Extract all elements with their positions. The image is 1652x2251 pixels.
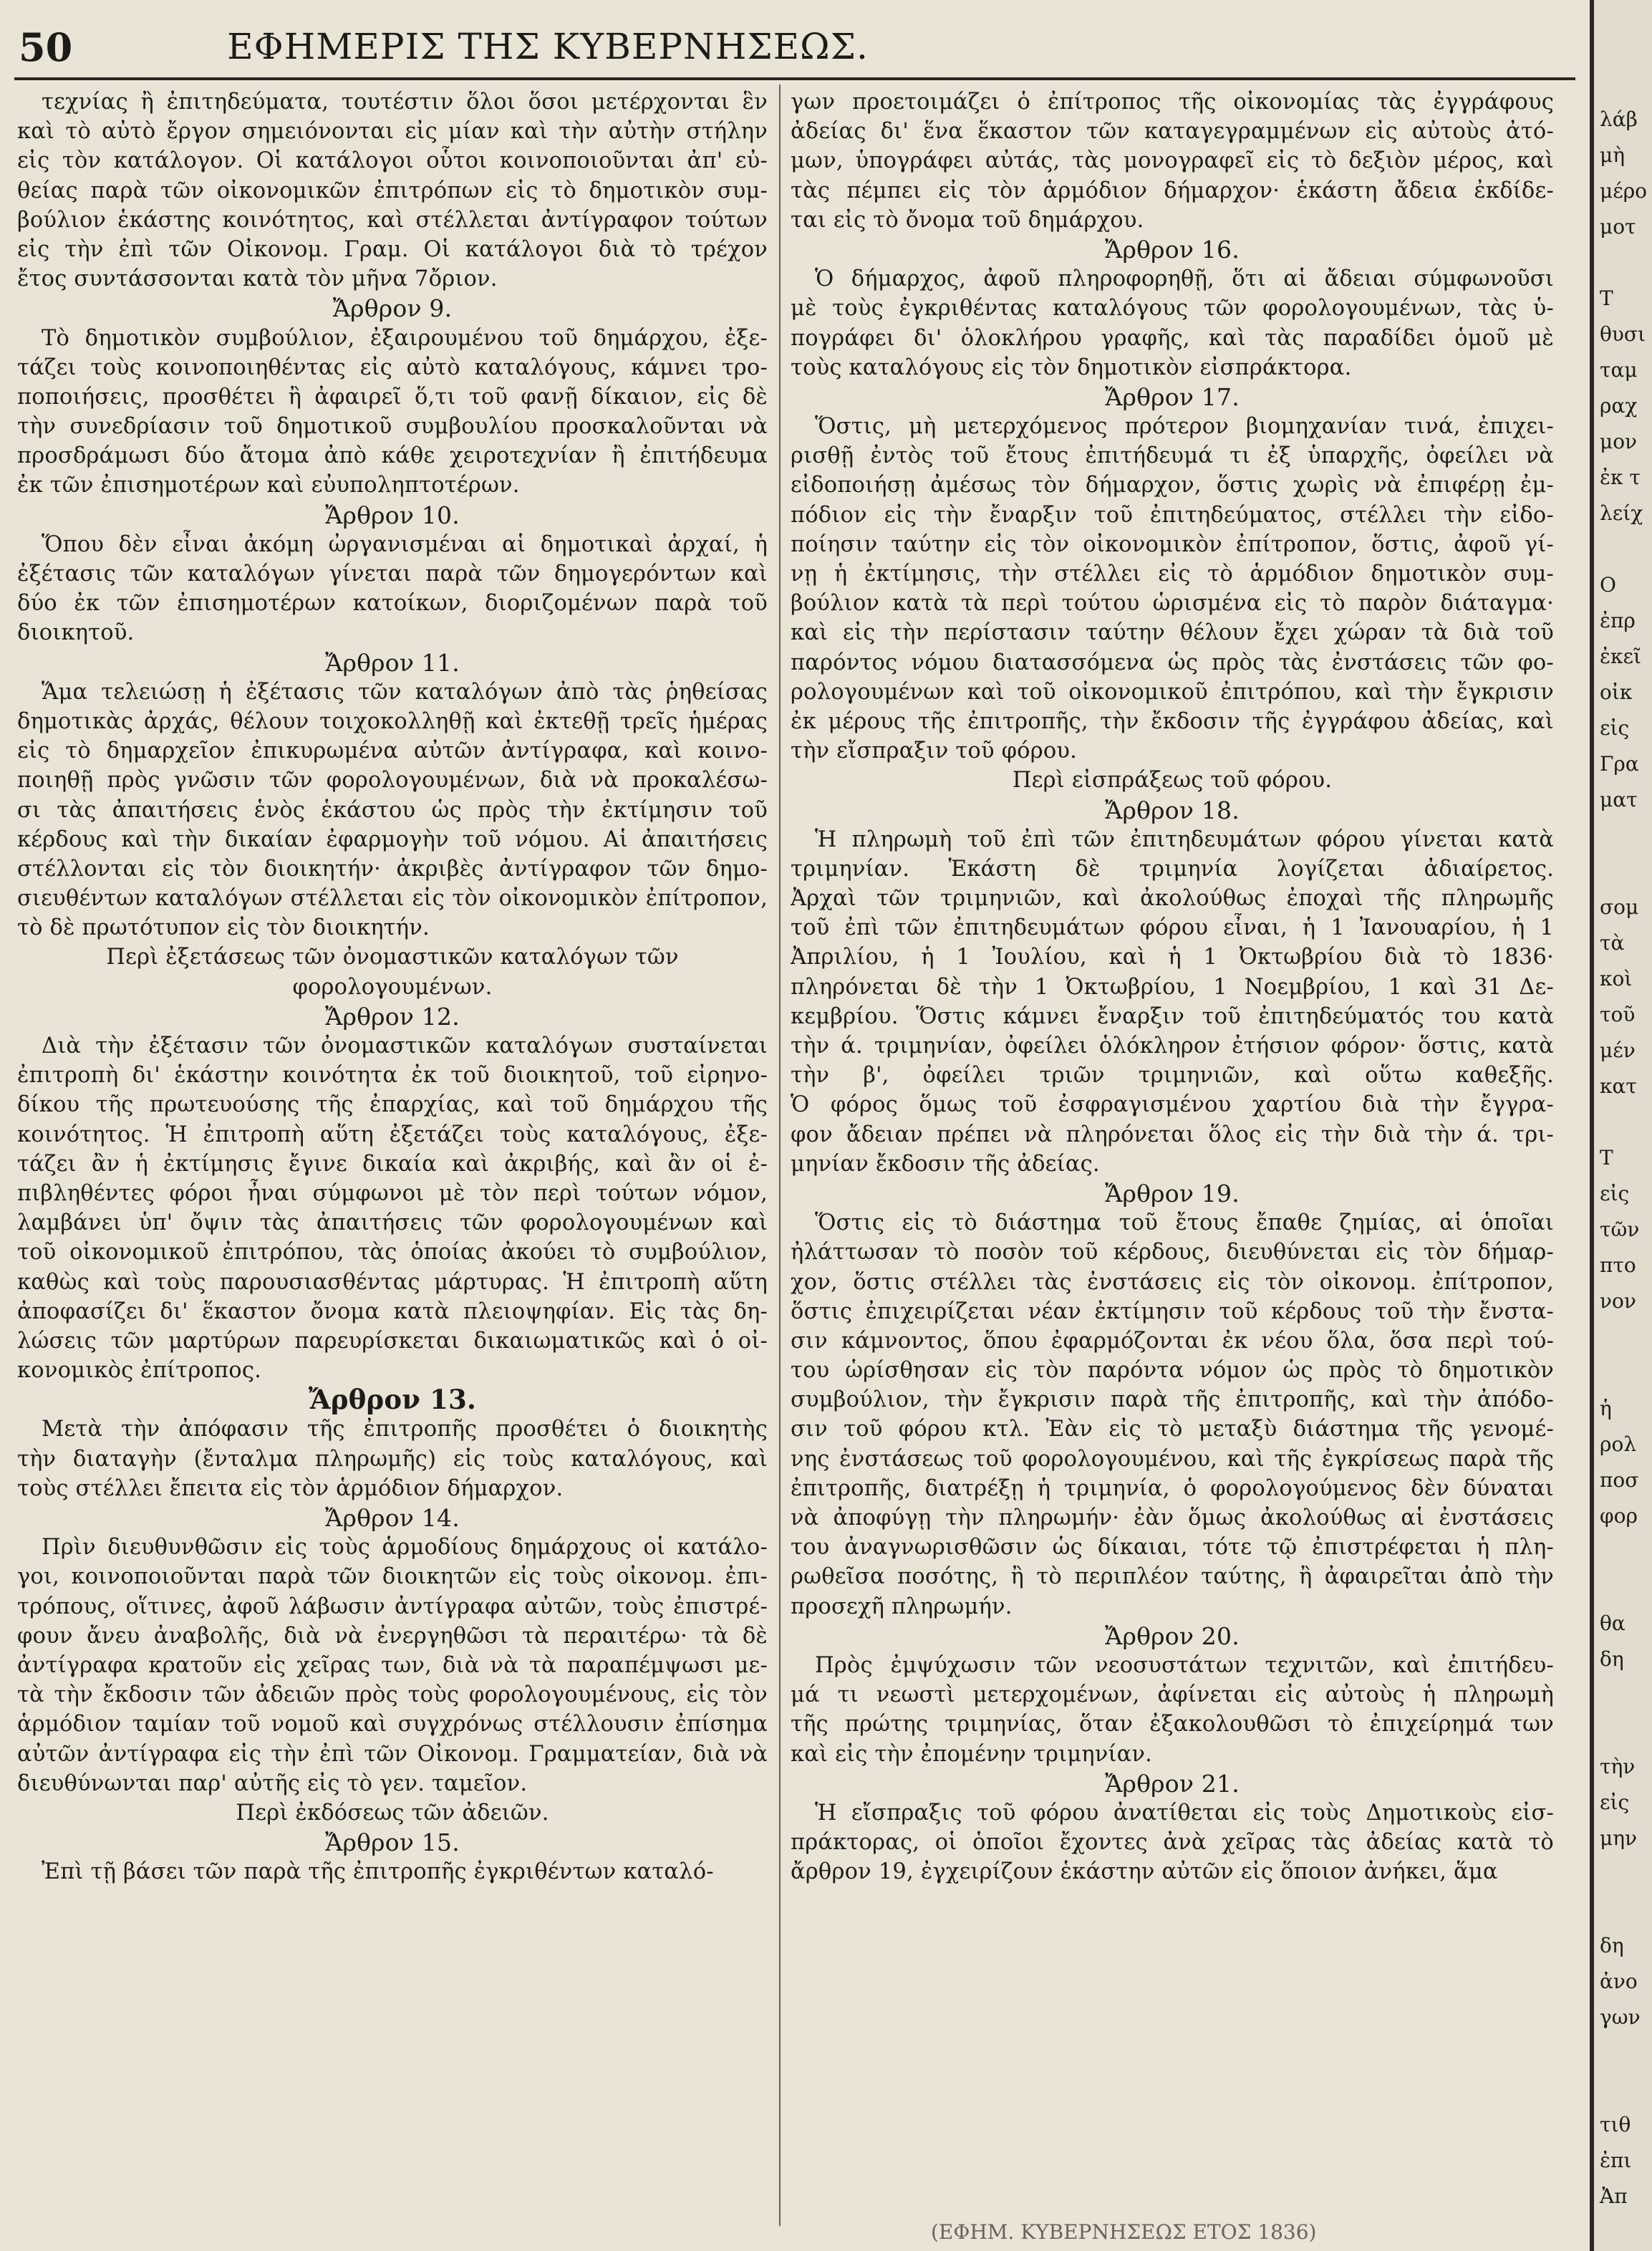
page-number: 50 [19, 24, 73, 70]
text-line: του ἀναγνωρισθῶσιν ὡς δίκαιαι, τότε τῷ ἐπιστρέφεται ἡ πλη- [791, 1535, 1554, 1561]
article-heading: Ἄρθρον 10. [325, 501, 460, 529]
adjacent-page-fragment: μην [1600, 1826, 1637, 1850]
adjacent-page-fragment: ματ [1600, 788, 1638, 811]
text-line: Ὅστις εἰς τὸ διάστημα τοῦ ἔτους ἔπαθε ζημίας, αἱ ὁποῖαι [815, 1210, 1554, 1236]
text-line: ποιηθῇ πρὸς γνῶσιν τῶν φορολογουμένων, διὰ νὰ προκαλέσω- [17, 768, 768, 794]
adjacent-page-fragment: δη [1600, 1647, 1624, 1671]
text-line: χον, ὅστις στέλλει τὰς ἐνστάσεις εἰς τὸν οἰκονομ. ἐπίτροπον, [791, 1269, 1554, 1295]
text-line: ὅστις ἐπιχειρίζεται νέαν ἐκτίμησιν τοῦ κέρδους τοῦ τὴν ἔνστα- [791, 1298, 1554, 1324]
text-line: ἐξέτασις τῶν καταλόγων γίνεται παρὰ τῶν δημογερόντων καὶ [17, 561, 768, 587]
text-line: εἰς τὸ δημαρχεῖον ἐπικυρωμένα αὐτῶν ἀντίγραφα, καὶ κοινο- [17, 738, 768, 764]
text-line: τάζει τοὺς κοινοποιηθέντας εἰς αὐτὸ καταλόγους, κάμνει τρο- [17, 355, 768, 380]
adjacent-page-fragment: θυσι [1600, 322, 1646, 346]
text-line: Πρὸς ἐμψύχωσιν τῶν νεοσυστάτων τεχνιτῶν, καὶ ἐπιτήδευ- [815, 1652, 1554, 1678]
text-line: καὶ εἰς τὴν περίστασιν ταύτην θέλουν ἔχει χώραν τὰ διὰ τοῦ [791, 620, 1554, 646]
text-line: ται εἰς τὸ ὄνομα τοῦ δημάρχου. [791, 207, 1144, 233]
article-heading: Ἄρθρον 21. [1105, 1769, 1240, 1798]
adjacent-page-fragment: Γρα [1600, 752, 1639, 776]
text-line: τοὺς καταλόγους εἰς τὸν δημοτικὸν εἰσπράκτορα. [791, 355, 1352, 380]
adjacent-page-fragment: μον [1600, 430, 1638, 453]
adjacent-page-fragment: Ἀπ [1600, 2184, 1628, 2208]
adjacent-page-fragment: οἰκ [1600, 680, 1633, 704]
text-line: λαμβάνει ὑπ' ὄψιν τὰς ἀπαιτήσεις τῶν φορολογουμένων καὶ [17, 1210, 768, 1236]
text-line: ἁρμόδιον ταμίαν τοῦ νομοῦ καὶ συγχρόνως στέλλουσιν ἐπίσημα [17, 1712, 768, 1737]
text-line: διοικητοῦ. [17, 620, 135, 646]
text-line: φον ἄδειαν πρέπει νὰ πληρόνεται ὅλος εἰς τὴν διὰ τὴν ά. τρι- [791, 1122, 1554, 1147]
adjacent-page-fragment: σομ [1600, 895, 1639, 919]
adjacent-page-fragment: ραχ [1600, 394, 1638, 418]
text-line: προσδράμωσι δύο ἄτομα ἀπὸ κάθε χειροτεχνίαν ἢ ἐπιτήδευμα [17, 443, 768, 469]
text-line: τεχνίας ἢ ἐπιτηδεύματα, τουτέστιν ὅλοι ὅσοι μετέρχονται ἓν [42, 90, 768, 115]
text-line: πογράφει δι' ὁλοκλήρου γραφῆς, καὶ τὰς παραδίδει ὁμοῦ μὲ [791, 325, 1554, 351]
adjacent-page-fragment: νον [1600, 1289, 1636, 1313]
adjacent-page-fragment: φορ [1600, 1504, 1638, 1528]
text-line: στέλλονται εἰς τὸν διοικητήν· ἀκριβὲς ἀντίγραφον τῶν δημο- [17, 856, 768, 882]
text-line: Ἀπριλίου, ἡ 1 Ἰουλίου, καὶ ἡ 1 Ὀκτωβρίου διὰ τὸ 1836· [791, 945, 1554, 970]
text-line: πιβληθέντες φόροι ἦναι σύμφωνοι μὲ τὸν περὶ τούτων νόμον, [17, 1180, 768, 1206]
article-heading: Ἄρθρον 17. [1105, 382, 1240, 411]
adjacent-page-fragment: Ο [1600, 573, 1616, 597]
article-heading: Ἄρθρον 9. [332, 294, 453, 323]
adjacent-page-fragment: μοτ [1600, 215, 1636, 238]
adjacent-page-fragment: Τ [1600, 286, 1613, 310]
adjacent-page-fragment: τῶν [1600, 1218, 1640, 1241]
text-line: ἐκ τῶν ἐπισημοτέρων καὶ εὐυποληπτοτέρων. [17, 473, 520, 498]
section-subheading: Περὶ ἐκδόσεως τῶν ἀδειῶν. [236, 1800, 549, 1826]
text-line: ἀδείας δι' ἕνα ἕκαστον τῶν καταγεγραμμένων εἰς αὐτοὺς ἀτό- [791, 119, 1554, 145]
article-heading: Ἄρθρον 14. [325, 1504, 460, 1532]
text-line: Ὅπου δὲν εἶναι ἀκόμη ὠργανισμέναι αἱ δημοτικαὶ ἀρχαί, ἡ [42, 531, 768, 557]
text-line: Ἡ εἴσπραξις τοῦ φόρου ἀνατίθεται εἰς τοὺς Δημοτικοὺς εἰσ- [815, 1800, 1554, 1826]
text-line: Ἡ πληρωμὴ τοῦ ἐπὶ τῶν ἐπιτηδευμάτων φόρου γίνεται κατὰ [815, 826, 1554, 852]
text-line: μά τι νεωστὶ μετερχομένων, ἀφίνεται εἰς αὐτοὺς ἡ πληρωμὴ [791, 1682, 1554, 1708]
text-line: σιευθέντων καταλόγων στέλλεται εἰς τὸν οἰκονομικὸν ἐπίτροπον, [17, 886, 768, 912]
text-line: γοι, κοινοποιοῦνται παρὰ τῶν διοικητῶν εἰς τοὺς οἰκονομ. ἐπι- [17, 1564, 768, 1590]
adjacent-page-fragment: τὰ [1600, 931, 1625, 955]
text-line: τὴν β', ὀφείλει τριῶν τριμηνιῶν, καὶ οὕτω καθεξῆς. [791, 1063, 1554, 1089]
adjacent-page-fragment: γων [1600, 2005, 1641, 2029]
text-line: ἐπιτροπὴ δι' ἑκάστην κοινότητα ἐκ τοῦ διοικητοῦ, τοῦ εἰρηνο- [17, 1063, 768, 1089]
text-line: τὴν εἴσπραξιν τοῦ φόρου. [791, 738, 1078, 764]
text-line: παρόντος νόμου διατασσόμενα ὡς πρὸς τὰς ἐνστάσεις τῶν φο- [791, 650, 1554, 675]
text-line: ποποιήσεις, προσθέτει ἢ ἀφαιρεῖ ὅ,τι τοῦ φανῇ δίκαιον, εἰς δὲ [17, 384, 768, 410]
adjacent-page-fragment: τοῦ [1600, 1003, 1636, 1026]
text-column-right [791, 87, 1554, 1886]
adjacent-page-fragment: κατ [1600, 1074, 1637, 1098]
text-line: εἰς τὴν ἐπὶ τῶν Οἰκονομ. Γραμ. Οἱ κατάλογοι διὰ τὸ τρέχον [17, 236, 768, 262]
header-rule [14, 77, 1575, 80]
text-line: τῆς πρώτης τριμηνίας, ὅταν ἐξακολουθῶσι τὸ ἐπιχείρημά των [791, 1712, 1554, 1737]
section-subheading: φορολογουμένων. [292, 974, 493, 1000]
adjacent-page-fragment: ἐκεῖ [1600, 645, 1642, 668]
text-line: ἀποφασίζει δι' ἕκαστον ὄνομα κατὰ πλειοψηφίαν. Εἰς τὰς δη- [17, 1298, 768, 1324]
text-line: ποίησιν ταύτην εἰς τὸν οἰκονομικὸν ἐπίτροπον, ὅστις, ἀφοῦ γί- [791, 531, 1554, 557]
text-line: ἐκ μέρους τῆς ἐπιτροπῆς, τὴν ἔκδοσιν τῆς ἐγγράφου ἀδείας, καὶ [791, 708, 1554, 734]
text-line: εἰδοποιήσῃ ἀμέσως τὸν δήμαρχον, ὅστις χωρὶς νὰ ἐπιφέρῃ ἐμ- [791, 473, 1554, 498]
text-line: Ὁ φόρος ὅμως τοῦ ἐσφραγισμένου χαρτίου διὰ τὴν ἔγγρα- [791, 1092, 1554, 1118]
text-line: Πρὶν διευθυνθῶσιν εἰς τοὺς ἁρμοδίους δημάρχους οἱ κατάλο- [42, 1535, 768, 1561]
text-line: ἀντίγραφα κρατοῦν εἰς χεῖρας των, διὰ νὰ τὰ παραπέμψωσι με- [17, 1652, 768, 1678]
adjacent-page-fragment: ἐπρ [1600, 609, 1636, 632]
text-line: μων, ὑπογράφει αὐτάς, τὰς μονογραφεῖ εἰς τὸ δεξιὸν μέρος, καὶ [791, 148, 1554, 174]
adjacent-page-fragment: λάβ [1600, 107, 1638, 131]
text-line: δύο ἐκ τῶν ἐπισημοτέρων κατοίκων, διοριζομένων παρὰ τοῦ [17, 591, 768, 617]
adjacent-page-fragment: κοὶ [1600, 967, 1633, 990]
text-line: τοῦ οἰκονομικοῦ ἐπιτρόπου, τὰς ὁποίας ἀκούει τὸ συμβούλιον, [17, 1240, 768, 1266]
text-line: πληρόνεται δὲ τὴν 1 Ὀκτωβρίου, 1 Νοεμβρίου, 1 καὶ 31 Δε- [791, 974, 1554, 1000]
adjacent-page-fragment: μέν [1600, 1038, 1636, 1062]
text-line: νης ἐνστάσεως τοῦ φορολογουμένου, καὶ τῆς ἐγκρίσεως παρὰ τῆς [791, 1446, 1554, 1472]
text-line: βούλιον ἑκάστης κοινότητος, καὶ στέλλεται ἀντίγραφον τούτων [17, 207, 768, 233]
text-line: νὰ ἀποφύγῃ τὴν πληρωμήν· ἐὰν ὅμως ἀκολούθως αἱ ἐνστάσεις [791, 1505, 1554, 1531]
text-line: Ὅστις, μὴ μετερχόμενος πρότερον βιομηχανίαν τινά, ἐπιχει- [815, 414, 1554, 440]
page-header [0, 16, 1590, 80]
text-line: καὶ εἰς τὴν ἐπομένην τριμηνίαν. [791, 1741, 1153, 1767]
text-line: κέρδους καὶ τὴν δικαίαν ἐφαρμογὴν τοῦ νόμου. Αἱ ἀπαιτήσεις [17, 826, 768, 852]
text-line: συμβούλιον, τὴν ἔγκρισιν παρὰ τῆς ἐπιτροπῆς, καὶ τὴν ἀπόδο- [791, 1387, 1554, 1413]
text-line: τοῦ ἐπὶ τῶν ἐπιτηδευμάτων φόρου εἶναι, ἡ 1 Ἰανουαρίου, ἡ 1 [791, 915, 1554, 941]
text-line: ρολογουμένων καὶ τοῦ οἰκονομικοῦ ἐπιτρόπου, καὶ τὴν ἔγκρισιν [791, 679, 1554, 705]
binding-edge [1590, 0, 1594, 2251]
text-line: ρισθῇ ἐντὸς τοῦ ἔτους ἐπιτήδευμά τι ἐξ ὑπαρχῆς, ὀφείλει νὰ [791, 443, 1554, 469]
text-line: διευθύνωνται παρ' αὐτῆς εἰς τὸ γεν. ταμεῖον. [17, 1770, 528, 1796]
adjacent-page-fragment: πτο [1600, 1253, 1636, 1277]
text-line: σιν τοῦ φόρου κτλ. Ἐὰν εἰς τὸ μεταξὺ διάστημα τῆς γενομέ- [791, 1417, 1554, 1442]
page-footer: (ΕΦΗΜ. ΚΥΒΕΡΝΗΣΕΩΣ ΕΤΟΣ 1836) [931, 2220, 1317, 2244]
text-line: φουν ἄνευ ἀναβολῆς, διὰ νὰ ἐνεργηθῶσι τὰ περαιτέρω· τὰ δὲ [17, 1623, 768, 1649]
article-heading: Ἄρθρον 13. [308, 1384, 477, 1416]
text-line: γων προετοιμάζει ὁ ἐπίτροπος τῆς οἰκονομίας τὰς ἐγγράφους [791, 90, 1554, 115]
text-line: Ἀρχαὶ τῶν τριμηνιῶν, καὶ ἀκολούθως ἐποχαὶ τῆς πληρωμῆς [791, 886, 1554, 912]
adjacent-page-fragment: ἡ [1600, 1397, 1612, 1420]
text-line: μηνίαν ἔκδοσιν τῆς ἀδείας. [791, 1151, 1100, 1177]
article-heading: Ἄρθρον 20. [1105, 1621, 1240, 1650]
adjacent-page-fragment: εἰς [1600, 1182, 1630, 1205]
section-subheading: Περὶ εἰσπράξεως τοῦ φόρου. [1012, 768, 1333, 794]
text-line: ρωθεῖσα ποσότης, ἢ τὸ περιπλέον ταύτης, ἢ ἀφαιρεῖται ἀπὸ τὴν [791, 1564, 1554, 1590]
text-line: τάζει ἂν ἡ ἐκτίμησις ἔγινε δικαία καὶ ἀκριβής, καὶ ἂν οἱ ἐ- [17, 1151, 768, 1177]
text-line: σι τὰς ἀπαιτήσεις ἑνὸς ἑκάστου ὡς πρὸς τὴν ἐκτίμησιν τοῦ [17, 797, 768, 823]
text-line: κοινότητος. Ἡ ἐπιτροπὴ αὕτη ἐξετάζει τοὺς καταλόγους, ἐξε- [17, 1122, 768, 1147]
page-title: ΕΦΗΜΕΡΙΣ ΤΗΣ ΚΥΒΕΡΝΗΣΕΩΣ. [227, 26, 869, 67]
text-line: τὴν διαταγὴν (ἔνταλμα πληρωμῆς) εἰς τοὺς καταλόγους, καὶ [17, 1446, 768, 1472]
text-line: σιν κάμνοντος, ὅπου ἐφαρμόζονται ἐκ νέου ὅλα, ὅσα περὶ τού- [791, 1328, 1554, 1354]
text-line: καὶ τὸ αὐτὸ ἔργον σημειόνονται εἰς μίαν καὶ τὴν αὐτὴν στήλην [17, 119, 768, 145]
article-heading: Ἄρθρον 18. [1105, 796, 1240, 824]
text-column-left [17, 87, 768, 1886]
adjacent-page-fragment: ρολ [1600, 1432, 1637, 1456]
text-line: τρόπους, οἵτινες, ἀφοῦ λάβωσιν ἀντίγραφα αὐτῶν, τοὺς ἐπιστρέ- [17, 1594, 768, 1619]
article-heading: Ἄρθρον 11. [325, 648, 460, 677]
adjacent-page-fragment: Τ [1600, 1146, 1613, 1170]
text-line: Μετὰ τὴν ἀπόφασιν τῆς ἐπιτροπῆς προσθέτει ὁ διοικητὴς [42, 1417, 768, 1442]
text-line: κεμβρίου. Ὅστις κάμνει ἔναρξιν τοῦ ἐπιτηδεύματός του κατὰ [791, 1003, 1554, 1029]
adjacent-page-fragment: μέρο [1600, 179, 1648, 203]
text-line: Τὸ δημοτικὸν συμβούλιον, ἐξαιρουμένου τοῦ δημάρχου, ἐξε- [42, 325, 768, 351]
article-heading: Ἄρθρον 19. [1105, 1179, 1240, 1208]
text-line: Ὁ δήμαρχος, ἀφοῦ πληροφορηθῇ, ὅτι αἱ ἄδειαι σύμφωνοῦσι [815, 266, 1554, 292]
adjacent-page-fragment: λείχ [1600, 501, 1643, 525]
text-line: ἠλάττωσαν τὸ ποσὸν τοῦ κέρδους, διευθύνεται εἰς τὸν δήμαρ- [791, 1240, 1554, 1266]
text-line: δίκου τῆς πρωτευούσης τῆς ἐπαρχίας, καὶ τοῦ δημάρχου τῆς [17, 1092, 768, 1118]
text-line: εἰς τὸν κατάλογον. Οἱ κατάλογοι οὗτοι κοινοποιοῦνται ἀπ' εὐ- [17, 148, 768, 174]
column-divider [779, 85, 781, 2226]
text-line: αὐτῶν ἀντίγραφα εἰς τὴν ἐπὶ τῶν Οἰκονομ. Γραμματείαν, διὰ νὰ [17, 1741, 768, 1767]
text-line: του ὡρίσθησαν εἰς τὸν παρόντα νόμον ὡς πρὸς τὸ δημοτικὸν [791, 1358, 1554, 1384]
text-line: καθὼς καὶ τοὺς παρουσιασθέντας μάρτυρας. Ἡ ἐπιτροπὴ αὕτη [17, 1269, 768, 1295]
adjacent-page-fragment: τὴν [1600, 1755, 1636, 1778]
adjacent-page-fragment: ποσ [1600, 1468, 1639, 1492]
adjacent-page-fragment: τιθ [1600, 2113, 1631, 2136]
adjacent-page-fragment: εἰς [1600, 716, 1630, 740]
text-line: ἄρθρον 19, ἐγχειρίζουν ἑκάστην αὐτῶν εἰς ὅποιον ἀνήκει, ἅμα [791, 1859, 1498, 1885]
text-line: λώσεις τῶν μαρτύρων παρευρίσκεται δικαιωματικῶς καὶ ὁ οἰ- [17, 1328, 768, 1354]
text-line: τριμηνίαν. Ἑκάστη δὲ τριμηνία λογίζεται ἀδιαίρετος. [791, 856, 1554, 882]
adjacent-page-fragment: δη [1600, 1934, 1624, 1957]
text-line: πόδιον εἰς τὴν ἔναρξιν τοῦ ἐπιτηδεύματος, στέλλει τὴν εἰδο- [791, 502, 1554, 528]
text-line: Διὰ τὴν ἐξέτασιν τῶν ὀνομαστικῶν καταλόγων συσταίνεται [42, 1033, 768, 1059]
article-heading: Ἄρθρον 12. [325, 1002, 460, 1031]
text-line: τὸ δὲ πρωτότυπον εἰς τὸν διοικητήν. [17, 915, 430, 941]
text-line: βούλιον κατὰ τὰ περὶ τούτου ὡρισμένα εἰς τὸ παρὸν διάταγμα· [791, 591, 1554, 617]
text-line: ἐπιτροπῆς, διατρέξῃ ἡ τριμηνία, ὁ φορολογούμενος δὲν δύναται [791, 1475, 1554, 1501]
text-line: μὲ τοὺς ἐγκριθέντας καταλόγους τῶν φορολογουμένων, τὰς ὑ- [791, 296, 1554, 322]
adjacent-page-fragment: ἀνο [1600, 1970, 1638, 1993]
text-line: τοὺς στέλλει ἔπειτα εἰς τὸν ἁρμόδιον δήμαρχον. [17, 1475, 564, 1501]
adjacent-page-edge [1590, 0, 1652, 2251]
adjacent-page-fragment: ἐπι [1600, 2149, 1632, 2172]
text-line: Ἐπὶ τῇ βάσει τῶν παρὰ τῆς ἐπιτροπῆς ἐγκριθέντων καταλό- [42, 1859, 714, 1885]
article-heading: Ἄρθρον 16. [1105, 235, 1240, 264]
text-line: τὰ τὴν ἔκδοσιν τῶν ἀδειῶν πρὸς τοὺς φορολογουμένους, εἰς τὸν [17, 1682, 768, 1708]
text-line: πράκτορας, οἱ ὁποῖοι ἔχοντες ἀνὰ χεῖρας τὰς ἀδείας κατὰ τὸ [791, 1830, 1554, 1856]
text-line: κονομικὸς ἐπίτροπος. [17, 1358, 262, 1384]
text-line: τὰς πέμπει εἰς τὸν ἁρμόδιον δήμαρχον· ἑκάστη ἄδεια ἐκδίδε- [791, 178, 1554, 203]
text-line: νῃ ἡ ἐκτίμησις, τὴν στέλλει εἰς τὸ ἁρμόδιον δημοτικὸν συμ- [791, 561, 1554, 587]
text-line: τὴν συνεδρίασιν τοῦ δημοτικοῦ συμβουλίου προσκαλοῦνται νὰ [17, 414, 768, 440]
text-line: δημοτικὰς ἀρχάς, θέλουν τοιχοκολληθῇ καὶ ἐκτεθῇ τρεῖς ἡμέρας [17, 708, 768, 734]
adjacent-page-fragment: ταμ [1600, 358, 1638, 382]
text-line: προσεχῆ πληρωμήν. [791, 1594, 1013, 1619]
adjacent-page-fragment: θα [1600, 1611, 1626, 1635]
section-subheading: Περὶ ἐξετάσεως τῶν ὀνομαστικῶν καταλόγων τῶν [106, 945, 679, 970]
text-line: ἔτος συντάσσονται κατὰ τὸν μῆνα 7ὄριον. [17, 266, 498, 292]
adjacent-page-fragment: εἰς [1600, 1790, 1630, 1814]
text-line: τὴν ά. τριμηνίαν, ὀφείλει ὁλόκληρον ἐτήσιον φόρον· ὅστις, κατὰ [791, 1033, 1554, 1059]
adjacent-page-fragment: μὴ [1600, 143, 1625, 167]
text-line: Ἅμα τελειώσῃ ἡ ἐξέτασις τῶν καταλόγων ἀπὸ τὰς ῥηθείσας [42, 679, 768, 705]
text-line: θείας παρὰ τῶν οἰκονομικῶν ἐπιτρόπων εἰς τὸ δημοτικὸν συμ- [17, 178, 768, 203]
article-heading: Ἄρθρον 15. [325, 1828, 460, 1857]
adjacent-page-fragment: ἐκ τ [1600, 466, 1641, 489]
